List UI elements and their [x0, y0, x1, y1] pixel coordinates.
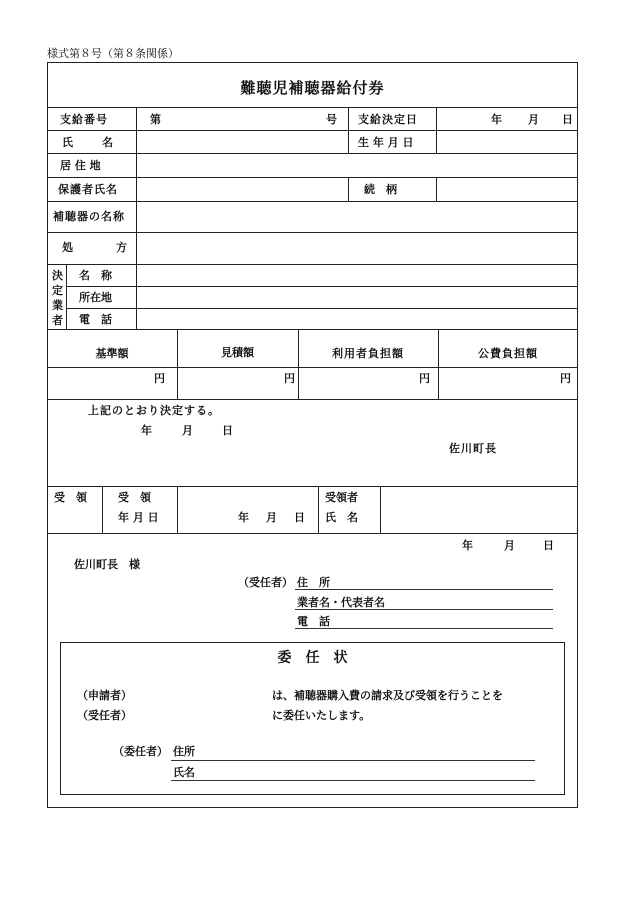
divider: [47, 130, 578, 131]
yen-unit: 円: [284, 372, 295, 385]
divider: [348, 177, 349, 201]
divider: [318, 486, 319, 533]
vendor-name-label: 名 称: [79, 269, 112, 282]
divider: [136, 107, 137, 329]
receiver-label-bottom: 氏 名: [325, 511, 358, 524]
divider: [47, 177, 578, 178]
delegation-day: 日: [543, 539, 554, 552]
proxy-text-line2: に委任いたします。: [272, 709, 371, 722]
receipt-date-label-bottom: 年 月 日: [118, 511, 159, 524]
dai-label: 第: [150, 113, 161, 126]
divider: [47, 367, 578, 368]
birth-date-label: 生 年 月 日: [358, 136, 414, 149]
delegate-address-line[interactable]: [295, 589, 553, 590]
amount-header-user-burden: 利用者負担額: [332, 347, 404, 360]
address-label: 居 住 地: [60, 159, 101, 172]
device-name-label: 補聴器の名称: [53, 210, 125, 223]
delegate-address-label: 住 所: [297, 576, 330, 589]
divider: [348, 107, 349, 153]
decision-date-label: 支給決定日: [358, 113, 418, 126]
divider: [47, 153, 578, 154]
form-number: 様式第８号（第８条関係）: [47, 47, 179, 60]
proxy-principal-label: （委任者）: [113, 745, 168, 758]
divider: [47, 264, 578, 265]
divider: [177, 486, 178, 533]
proxy-title: 委 任 状: [277, 650, 348, 666]
yen-unit: 円: [560, 372, 571, 385]
divider: [47, 329, 578, 330]
divider: [47, 533, 578, 534]
divider: [66, 286, 578, 287]
proxy-address-label: 住所: [173, 745, 195, 758]
delegation-year: 年: [462, 539, 473, 552]
amount-header-public-burden: 公費負担額: [478, 347, 538, 360]
proxy-name-line[interactable]: [171, 780, 535, 781]
receipt-year: 年: [238, 511, 249, 524]
receipt-label: 受 領: [54, 491, 87, 504]
delegate-phone-line[interactable]: [295, 628, 553, 629]
day-label: 日: [562, 113, 573, 126]
name-label-right: 名: [102, 136, 113, 149]
proxy-applicant-label: （申請者）: [77, 689, 132, 702]
proxy-name-label: 氏名: [173, 766, 195, 779]
receipt-month: 月: [266, 511, 277, 524]
decision-month: 月: [182, 424, 193, 437]
divider: [102, 486, 103, 533]
divider: [47, 399, 578, 400]
receipt-day: 日: [294, 511, 305, 524]
vendor-group-char: 決: [52, 269, 63, 282]
proxy-text-line1: は、補聴器購入費の請求及び受領を行うことを: [272, 689, 503, 702]
divider: [66, 264, 67, 329]
divider: [436, 107, 437, 153]
divider: [66, 308, 578, 309]
yen-unit: 円: [154, 372, 165, 385]
relation-label: 続 柄: [364, 183, 397, 196]
divider: [47, 232, 578, 233]
month-label: 月: [528, 113, 539, 126]
delegate-company-label: 業者名・代表者名: [297, 596, 385, 609]
delegation-month: 月: [504, 539, 515, 552]
divider: [47, 486, 578, 487]
amount-header-estimate: 見積額: [221, 346, 254, 359]
vendor-location-label: 所在地: [79, 291, 112, 304]
divider: [298, 329, 299, 399]
go-label: 号: [326, 113, 337, 126]
vendor-group-char: 業: [52, 299, 63, 312]
support-number-label: 支給番号: [60, 113, 108, 126]
proxy-address-line[interactable]: [171, 760, 535, 761]
divider: [177, 329, 178, 399]
yen-unit: 円: [419, 372, 430, 385]
divider: [436, 177, 437, 201]
vendor-phone-label: 電 話: [79, 313, 112, 326]
guardian-label: 保護者氏名: [58, 183, 118, 196]
proxy-delegate-label: （受任者）: [77, 709, 132, 722]
mayor-label: 佐川町長: [449, 442, 497, 455]
divider: [47, 201, 578, 202]
divider: [438, 329, 439, 399]
form-title: 難聴児補聴器給付券: [240, 79, 385, 97]
decision-day: 日: [222, 424, 233, 437]
divider: [47, 107, 578, 108]
amount-header-standard: 基準額: [95, 347, 129, 360]
divider: [380, 486, 381, 533]
prescription-label-left: 処: [62, 241, 73, 254]
name-label-left: 氏: [62, 136, 73, 149]
delegate-phone-label: 電 話: [297, 615, 330, 628]
vendor-group-char: 定: [52, 284, 63, 297]
addressee: 佐川町長 様: [74, 558, 140, 571]
receiver-label-top: 受領者: [325, 491, 358, 504]
receipt-date-label-top: 受 領: [118, 491, 151, 504]
year-label: 年: [491, 113, 502, 126]
vendor-group-char: 者: [52, 314, 63, 327]
decision-year: 年: [141, 424, 152, 437]
prescription-label-right: 方: [116, 241, 127, 254]
decision-text: 上記のとおり決定する。: [88, 404, 220, 417]
delegate-prefix: （受任者）: [238, 576, 293, 589]
delegate-company-line[interactable]: [295, 609, 553, 610]
